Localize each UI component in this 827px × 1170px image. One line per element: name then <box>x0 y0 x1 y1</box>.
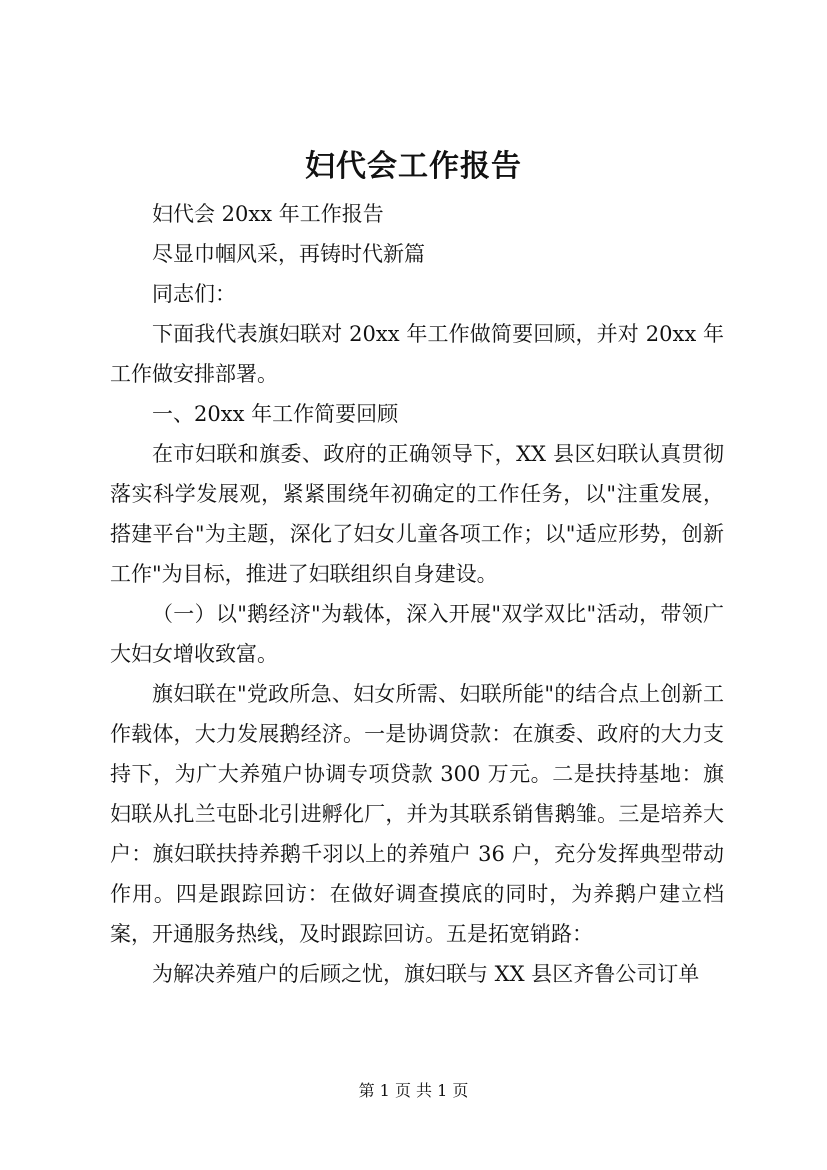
subsection-heading-goose-economy: （一）以"鹅经济"为载体，深入开展"双学双比"活动，带领广大妇女增收致富。 <box>110 602 724 666</box>
paragraph-order-contract: 为解决养殖户的后顾之忧，旗妇联与 XX 县区齐鲁公司订单 <box>152 962 700 986</box>
document-title: 妇代会工作报告 <box>305 149 522 184</box>
page-footer: 第 1 页 共 1 页 <box>358 1081 469 1100</box>
paragraph-goose-economy: 旗妇联在"党政所急、妇女所需、妇联所能"的结合点上创新工作载体，大力发展鹅经济。一是协调贷款：在旗委、政府的大力支持下，为广大养殖户协调专项贷款 300 万元。二是扶持基地：旗妇联从扎兰屯卧北引进孵化厂，并为其联系销售鹅雏。三是培养大户：旗妇联扶持养鹅千羽以上的养殖户 36 户，充分发挥典型带动作用。四是跟踪回访：在做好调查摸底的同时，为养鹅户建立档案，开通服务热线，及时跟踪回访。五是拓宽销路： <box>110 682 724 946</box>
document-body <box>110 194 724 994</box>
paragraph-intro: 下面我代表旗妇联对 20xx 年工作做简要回顾，并对 20xx 年工作做安排部署。 <box>110 322 724 386</box>
paragraph-overview: 在市妇联和旗委、政府的正确领导下，XX 县区妇联认真贯彻落实科学发展观，紧紧围绕年初确定的工作任务，以"注重发展，搭建平台"为主题，深化了妇女儿童各项工作；以"适应形势，创新工作"为目标，推进了妇联组织自身建设。 <box>110 442 724 586</box>
section-heading-review: 一、20xx 年工作简要回顾 <box>152 402 399 426</box>
paragraph-salutation: 同志们： <box>152 282 236 306</box>
paragraph-report-heading: 妇代会 20xx 年工作报告 <box>152 202 384 226</box>
paragraph-subtitle: 尽显巾帼风采，再铸时代新篇 <box>152 242 425 266</box>
